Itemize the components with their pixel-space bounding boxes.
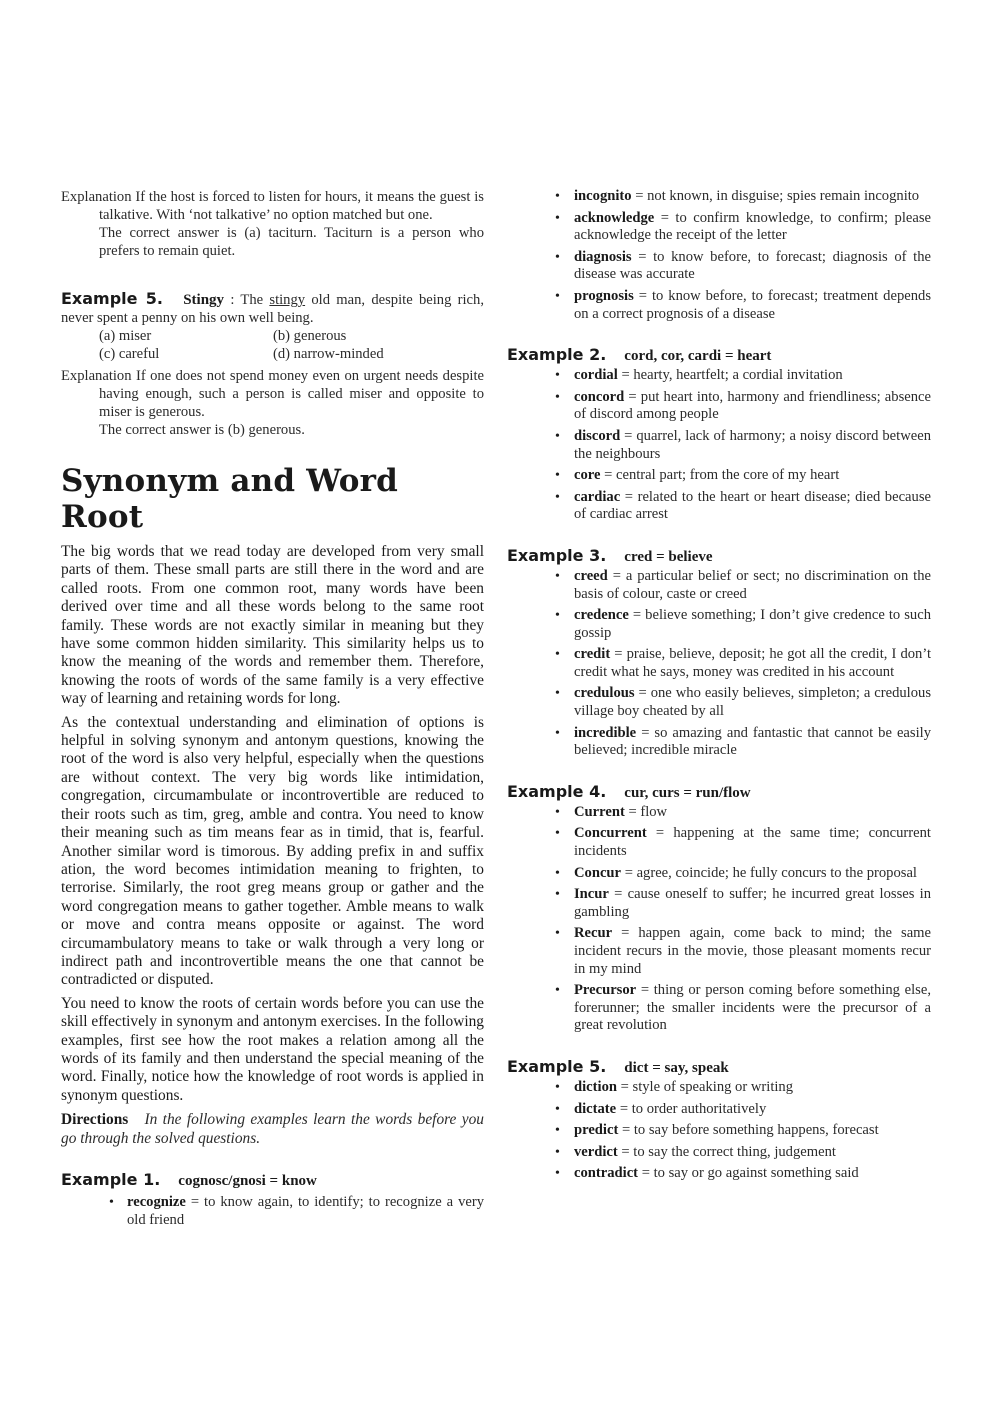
- list-item: [507, 886, 931, 921]
- bullet-icon: •: [555, 428, 560, 444]
- list-item: [507, 825, 931, 860]
- explanation-answer: The correct answer is (b) generous.: [99, 422, 305, 438]
- definition: = agree, coincide; he fully concurs to the proposal: [624, 864, 917, 881]
- right-column: [507, 188, 931, 1187]
- bullet-icon: •: [555, 826, 560, 842]
- definition: = to order authoritatively: [619, 1100, 767, 1117]
- explanation-text: If the host is forced to listen for hours, it means the guest is talkative. With ‘not talkative’ no option matched but one.: [99, 189, 484, 223]
- left-column: [61, 188, 484, 1233]
- section-heading: Synonym and Word Root: [61, 463, 399, 535]
- term: creed: [574, 567, 608, 584]
- list-item: [507, 1165, 931, 1183]
- bullet-icon: •: [555, 887, 560, 903]
- option-d: (d) narrow-minded: [273, 346, 384, 362]
- list-item: [507, 288, 931, 323]
- example-4-list: [507, 804, 931, 1035]
- term: diagnosis: [574, 248, 632, 265]
- example-root: dict = say, speak: [624, 1059, 729, 1076]
- list-item: [507, 982, 931, 1035]
- option-a: (a) miser: [99, 328, 152, 344]
- list-item: [507, 1144, 931, 1162]
- paragraph-2: As the contextual understanding and elimination of options is helpful in solving synonym and antonym questions, knowing the root of the word is also very helpful, especially when the questions are without context. The very big words like intimidation, congregation, circumambulate or incontrovertible are reduced to their roots such as tim, greg, amble and contra. You need to know their meaning such as tim means fear as in timid, that is, fearful. Another similar word is timorous. By adding prefix in and suffix ation, the word becomes intimidation meaning to frighten, to terrorise. Similarly, the root greg means group or gather and the word congregation means to gather together. Amble means to walk or move and contra means opposite or against. The word circumambulatory means to take or walk through a very long or indirect path and incontrovertible means the one that cannot be contradicted or disputed.: [61, 713, 484, 989]
- bullet-icon: •: [555, 368, 560, 384]
- example-label: Example 5.: [61, 289, 163, 308]
- list-item: [61, 1194, 484, 1229]
- term: predict: [574, 1122, 619, 1139]
- example-label: Example 1.: [61, 1170, 161, 1190]
- definition: = believe something; I don’t give credence to such gossip: [574, 607, 931, 641]
- list-item: [507, 367, 931, 385]
- list-item: [507, 1122, 931, 1140]
- example-5-heading: [507, 1057, 931, 1077]
- bullet-icon: •: [555, 568, 560, 584]
- example-1-heading: [61, 1170, 484, 1190]
- term: acknowledge: [574, 209, 655, 226]
- bullet-icon: •: [555, 1079, 560, 1095]
- bullet-icon: •: [555, 210, 560, 226]
- term: diction: [574, 1078, 617, 1095]
- term: discord: [574, 427, 621, 444]
- example-5-question: [61, 290, 484, 327]
- term: credit: [574, 646, 611, 663]
- bullet-icon: •: [555, 926, 560, 942]
- example-1-continued-list: [507, 188, 931, 323]
- definition: = style of speaking or writing: [620, 1078, 794, 1095]
- definition: = cause oneself to suffer; he incurred great losses in gambling: [574, 886, 931, 920]
- example-label: Example 2.: [507, 345, 607, 365]
- example-root: cognosc/gnosi = know: [178, 1173, 317, 1190]
- definition: = to know before, to forecast; treatment depends on a correct prognosis of a disease: [574, 287, 932, 322]
- term: incognito: [574, 188, 632, 204]
- bullet-icon: •: [555, 804, 560, 820]
- definition: = happen again, come back to mind; the same incident recurs in the movie, those pleasant moments recur in my mind: [574, 925, 931, 977]
- bullet-icon: •: [555, 468, 560, 484]
- term: recognize: [127, 1194, 186, 1211]
- directions: [61, 1110, 484, 1148]
- list-item: [507, 1101, 931, 1119]
- bullet-icon: •: [555, 983, 560, 999]
- term: Recur: [574, 925, 613, 942]
- term: core: [574, 467, 601, 484]
- example-label: Example 3.: [507, 545, 607, 565]
- term: contradict: [574, 1165, 639, 1182]
- term: Concur: [574, 864, 622, 881]
- term: credence: [574, 607, 629, 624]
- bullet-icon: •: [555, 608, 560, 624]
- term: prognosis: [574, 287, 634, 304]
- definition: = to know before, to forecast; diagnosis of the disease was accurate: [574, 248, 931, 283]
- list-item: [507, 607, 931, 642]
- term: verdict: [574, 1143, 618, 1160]
- list-item: [507, 685, 931, 720]
- list-item: [507, 428, 931, 463]
- definition: = put heart into, harmony and friendliness; absence of discord among people: [574, 388, 931, 423]
- definition: = central part; from the core of my heart: [604, 467, 840, 484]
- definition: = to confirm knowledge, to confirm; please acknowledge the receipt of the letter: [574, 209, 931, 244]
- definition: = happening at the same time; concurrent incidents: [574, 825, 931, 860]
- bullet-icon: •: [109, 1195, 114, 1211]
- sentence-pre: : The: [230, 292, 264, 308]
- bullet-icon: •: [555, 686, 560, 702]
- term: cordial: [574, 367, 618, 384]
- definition: = a particular belief or sect; no discrimination on the basis of colour, caste or creed: [574, 567, 931, 602]
- bullet-icon: •: [555, 189, 560, 204]
- example-5-list: [507, 1079, 931, 1183]
- definition: = hearty, heartfelt; a cordial invitation: [621, 367, 843, 384]
- sentence-post: old man, despite being rich, never spent a penny on his own well being.: [61, 292, 484, 326]
- bullet-icon: •: [555, 1101, 560, 1117]
- definition: = to say before something happens, forecast: [621, 1122, 879, 1139]
- example-1-list: [61, 1194, 484, 1229]
- term: incredible: [574, 724, 637, 741]
- options-grid: [61, 327, 484, 363]
- example-label: Example 4.: [507, 781, 607, 801]
- directions-text: In the following examples learn the words before you go through the solved questions.: [61, 1111, 485, 1148]
- bullet-icon: •: [555, 489, 560, 505]
- bullet-icon: •: [555, 865, 560, 881]
- list-item: [507, 489, 931, 524]
- bullet-icon: •: [555, 1123, 560, 1139]
- definition: = so amazing and fantastic that cannot be easily believed; incredible miracle: [574, 724, 931, 759]
- bullet-icon: •: [555, 647, 560, 663]
- term: concord: [574, 388, 625, 405]
- bullet-icon: •: [555, 288, 560, 304]
- example-2-heading: [507, 345, 931, 365]
- definition: = one who easily believes, simpleton; a credulous village boy cheated by all: [574, 685, 931, 720]
- explanation-text: If one does not spend money even on urgent needs despite having enough, such a person is called miser and opposite to miser is generous.: [99, 368, 484, 420]
- term: dictate: [574, 1100, 617, 1117]
- paragraph-3: You need to know the roots of certain words before you can use the skill effectively in synonym and antonym exercises. In the following examples, first see how the root makes a relation among all the words of its family and then understand the special meaning of the word. Finally, notice how the knowledge of root words is applied in synonym questions.: [61, 994, 484, 1104]
- definition: = to say the correct thing, judgement: [621, 1143, 836, 1160]
- directions-label: Directions: [61, 1111, 129, 1129]
- list-item: [507, 389, 931, 424]
- explanation-answer: The correct answer is (a) taciturn. Taciturn is a person who prefers to remain quiet.: [99, 225, 484, 259]
- definition: = flow: [628, 803, 668, 820]
- example-4-heading: [507, 782, 931, 802]
- bullet-icon: •: [555, 725, 560, 741]
- list-item: [507, 188, 931, 206]
- list-item: [507, 725, 931, 760]
- list-item: [507, 467, 931, 485]
- example-2-list: [507, 367, 931, 524]
- term: Concurrent: [574, 825, 647, 842]
- definition: = praise, believe, deposit; he got all the credit, I don’t credit what he says, money was credited in his account: [574, 646, 931, 680]
- underlined-word: stingy: [269, 292, 306, 308]
- example-root: cord, cor, cardi = heart: [624, 348, 772, 365]
- term: Incur: [574, 886, 609, 903]
- paragraph-1: The big words that we read today are developed from very small parts of them. These small parts are still there in the word and are called roots. From one common root, many words have been derived over time and all these words belong to the same root family. These words are not exactly similar in meaning but they have some common hidden similarity. This similarity helps us to know the meaning of the words and remember them. Therefore, knowing the roots of words of the same family is a very effective way of learning and retaining words for long.: [61, 543, 484, 708]
- list-item: [507, 865, 931, 883]
- example-label: Example 5.: [507, 1056, 607, 1076]
- list-item: [507, 925, 931, 978]
- bullet-icon: •: [555, 249, 560, 265]
- example-word: Stingy: [183, 292, 225, 308]
- example-3-list: [507, 568, 931, 760]
- explanation-1: [61, 188, 484, 224]
- definition: = to know again, to identify; to recognize a very old friend: [127, 1194, 485, 1228]
- bullet-icon: •: [555, 389, 560, 405]
- example-root: cred = believe: [624, 548, 713, 565]
- explanation-label: Explanation: [61, 368, 132, 384]
- example-root: cur, curs = run/flow: [624, 784, 751, 801]
- bullet-icon: •: [555, 1144, 560, 1160]
- definition: = to say or go against something said: [641, 1165, 859, 1182]
- option-c: (c) careful: [99, 346, 160, 362]
- definition: = related to the heart or heart disease; died because of cardiac arrest: [574, 488, 931, 523]
- option-b: (b) generous: [273, 328, 347, 344]
- explanation-label: Explanation: [61, 189, 132, 205]
- definition: = quarrel, lack of harmony; a noisy discord between the neighbours: [574, 427, 931, 462]
- explanation-2: [61, 367, 484, 421]
- list-item: [507, 568, 931, 603]
- example-3-heading: [507, 546, 931, 566]
- list-item: [507, 210, 931, 245]
- bullet-icon: •: [555, 1166, 560, 1182]
- list-item: [507, 249, 931, 284]
- list-item: [507, 1079, 931, 1097]
- term: Precursor: [574, 982, 637, 999]
- definition: = thing or person coming before something else, forerunner; the smaller incidents were the precursor of a great revolution: [574, 982, 931, 1034]
- definition: = not known, in disguise; spies remain incognito: [635, 188, 920, 204]
- list-item: [507, 804, 931, 822]
- term: credulous: [574, 685, 635, 702]
- term: Current: [574, 803, 625, 820]
- list-item: [507, 646, 931, 681]
- term: cardiac: [574, 488, 621, 505]
